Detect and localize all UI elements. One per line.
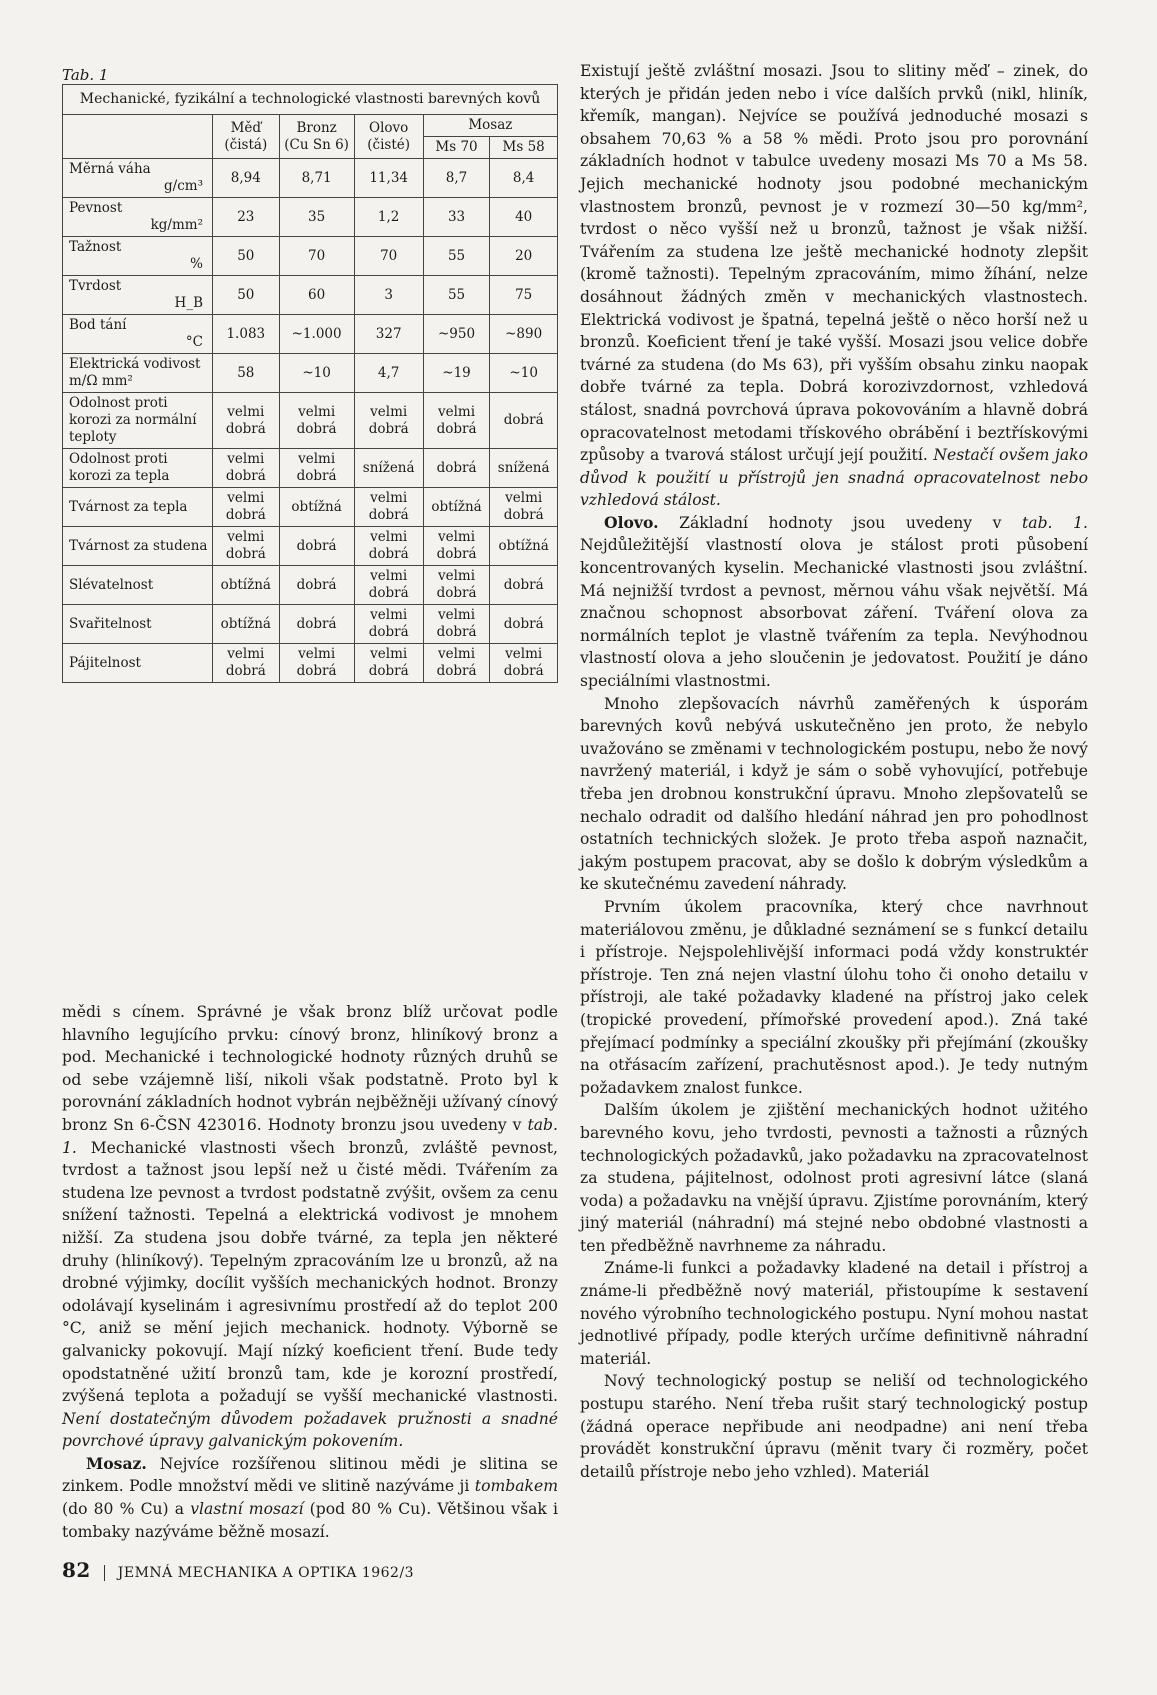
value-cell: 11,34 (354, 159, 423, 198)
value-cell: snížená (490, 449, 558, 488)
table-row (63, 198, 558, 237)
property-cell (63, 488, 213, 527)
property-cell (63, 566, 213, 605)
value-cell: velmi dobrá (213, 393, 280, 449)
header-bronz: Bronz (Cu Sn 6) (279, 115, 354, 159)
property-cell (63, 644, 213, 683)
property-name: Odolnost proti korozi za tepla (69, 451, 170, 484)
mosaz-text-b: (do 80 % Cu) a (62, 1500, 185, 1519)
table-row (63, 449, 558, 488)
value-cell: 75 (490, 276, 558, 315)
property-name: Odolnost proti korozi za normální teploty (69, 395, 197, 445)
property-name: Měrná váha (69, 161, 151, 177)
header-mosaz: Mosaz (423, 115, 557, 137)
value-cell: 8,94 (213, 159, 280, 198)
header-ms58: Ms 58 (490, 137, 558, 159)
value-cell: obtížná (213, 605, 280, 644)
property-cell (63, 449, 213, 488)
value-cell: 50 (213, 237, 280, 276)
right-paragraph-1: Existují ještě zvláštní mosazi. Jsou to slitiny měď – zinek, do kterých je přidán jeden nebo i více dalších prvků (nikl, hliník, křemík, mangan). Nejvíce se používá jednoduché mosazi s obsahem 70,63 % a 58 % mědi. Proto jsou pro porovnání základních hodnot v tabulce uvedeny mosazi Ms 70 a Ms 58. Jejich mechanické hodnoty jsou podobné mechanickým vlastnostem bronzů, pevnost je v rozmezí 30—50 kg/mm², tvrdost o něco vyšší než u bronzů, tažnost je však nižší. Tvářením za studena lze ještě mechanické hodnoty zlepšit (kromě tažnosti). Tepelným zpracováním, mimo žíhání, nelze dosáhnout žádných změn v mechanických vlastnostech. Elektrická vodivost je špatná, tepelná ještě o něco horší než u bronzů. Koeficient tření je také vyšší. Mosazi jsou velice dobře tvárné za studena (do Ms 63), při vyšším obsahu zinku naopak dobře tvárné za tepla. Dobrá korozivzdornost, vzhledová stálost, snadná povrchová úprava pokovováním a hlavně dobrá opracovatelnost metodami třískového obrábění i beztřískovými způsoby a tvarová stálost určují její použití. (580, 62, 1088, 465)
value-cell: velmi dobrá (354, 527, 423, 566)
value-cell: velmi dobrá (213, 527, 280, 566)
property-name: Tvárnost za tepla (69, 498, 188, 515)
journal-name: JEMNÁ MECHANIKA A OPTIKA 1962/3 (117, 1565, 415, 1581)
right-paragraph-5: Dalším úkolem je zjištění mechanických hodnot užitého barevného kovu, jeho tvrdosti, pevnosti a tažnosti a různých technologických požadavků, jako požadavku na zpracovatelnost za studena, pájitelnost, odolnost proti agresivní látce (slaná voda) a požadavku na vnější úpravu. Zjistíme porovnáním, který jiný materiál (náhradní) má stejné nebo obdobné vlastnosti a ten předběžně navrhneme za náhradu. (580, 1101, 1088, 1255)
value-cell: 1.083 (213, 315, 280, 354)
property-unit: °C (185, 334, 203, 350)
value-cell: obtížná (279, 488, 354, 527)
value-cell: ~890 (490, 315, 558, 354)
value-cell: velmi dobrá (423, 605, 490, 644)
value-cell: 23 (213, 198, 280, 237)
tombak-term: tombakem (474, 1477, 558, 1496)
property-cell (63, 527, 213, 566)
value-cell: velmi dobrá (354, 393, 423, 449)
value-cell: 20 (490, 237, 558, 276)
value-cell: velmi dobrá (213, 488, 280, 527)
right-paragraph-6: Známe-li funkci a požadavky kladené na detail i přístroj a známe-li předběžně nový materiál, přistoupíme k sestavení nového výrobního technologického postupu. Nyní mohou nastat jednotlivé případy, podle kterých určíme definitivně náhradní materiál. (580, 1259, 1088, 1368)
value-cell: 50 (213, 276, 280, 315)
table-label: Tab. 1 (62, 66, 109, 84)
value-cell: dobrá (279, 605, 354, 644)
table-row (63, 237, 558, 276)
value-cell: velmi dobrá (423, 527, 490, 566)
value-cell: ~10 (279, 354, 354, 393)
table-row (63, 527, 558, 566)
footer-divider (104, 1565, 105, 1581)
right-paragraph-3: Mnoho zlepšovacích návrhů zaměřených k úsporám barevných kovů nebývá uskutečněno jen proto, že nebylo uvažováno se změnami v technologickém postupu, nebo že nový navržený materiál, i když je sám o sobě vyhovující, potřebuje třeba jen drobnou konstrukční úpravu. Mnoho zlepšovatelů se nechalo odradit od dalšího hledání náhrad jen pro pohodlnost ostatních technických složek. Je proto třeba aspoň naznačit, jakým postupem pracovat, aby se došlo k dobrým výsledkům a ke skutečnému zavedení náhrady. (580, 694, 1088, 894)
property-unit: kg/mm² (150, 217, 203, 233)
table-row (63, 605, 558, 644)
value-cell: 55 (423, 237, 490, 276)
value-cell: velmi dobrá (213, 644, 280, 683)
table-row (63, 566, 558, 605)
property-cell (63, 276, 213, 315)
table-row (63, 276, 558, 315)
left-italic-note: Není dostatečným důvodem požadavek pružnosti a snadné povrchové úpravy galvanickým pokovením. (62, 1409, 558, 1451)
table-row (63, 644, 558, 683)
value-cell: velmi dobrá (490, 488, 558, 527)
property-cell (63, 237, 213, 276)
olovo-heading: Olovo. (604, 512, 659, 532)
properties-table-wrapper (62, 84, 558, 683)
property-name: Slévatelnost (69, 576, 154, 593)
value-cell: dobrá (423, 449, 490, 488)
value-cell: dobrá (279, 566, 354, 605)
table-row (63, 488, 558, 527)
value-cell: velmi dobrá (213, 449, 280, 488)
value-cell: velmi dobrá (279, 393, 354, 449)
right-paragraph-7: Nový technologický postup se neliší od technologického postupu starého. Není třeba rušit starý technologický postup (žádná operace nepřibude ani neodpadne) ani není třeba provádět konstrukční úpravu (měnit tvary či rozměry, počet detailů přístroje nebo jeho vzhled). Materiál (580, 1372, 1088, 1481)
vlastni-mosaz-term: vlastní mosazí (190, 1500, 304, 1519)
value-cell: dobrá (490, 605, 558, 644)
value-cell: 55 (423, 276, 490, 315)
table-body (63, 159, 558, 683)
property-cell (63, 354, 213, 393)
property-cell (63, 393, 213, 449)
value-cell: snížená (354, 449, 423, 488)
value-cell: velmi dobrá (354, 488, 423, 527)
table-reference: tab. 1. (62, 1115, 558, 1157)
value-cell: 58 (213, 354, 280, 393)
mosaz-text-a: Nejvíce rozšířenou slitinou mědi je slitina se zinkem. Podle množství mědi ve slitině nazýváme ji (62, 1454, 558, 1496)
olovo-text-b: Nejdůležitější vlastností olova je stálost proti působení koncentrovaných kyselin. Mechanické vlastnosti jsou zvláštní. Má nejnižší tvrdost a pevnost, měrnou váhu však největší. Má značnou schopnost absorbovat záření. Tváření olova za normálních teplot je vlastně tvářením za tepla. Nevýhodnou vlastností olova a jeho sloučenin je jedovatost. Použití je dáno speciálními vlastnostmi. (580, 536, 1088, 691)
left-paragraph-1b: Mechanické vlastnosti všech bronzů, zvláště pevnost, tvrdost a tažnost jsou lepší než u čisté mědi. Tvářením za studena lze pevnost a tvrdost podstatně zvýšit, ovšem za cenu snížení tažnosti. Tepelná a elektrická vodivost je mnohem nižší. Za studena jsou dobře tvárné, za tepla jen některé druhy (hliníkový). Tepelným zpracováním lze u bronzů, až na drobné výjimky, docílit vyšších mechanických hodnot. Bronzy odolávají kyselinám i agresivnímu prostředí až do teplot 200 °C, aniž se mění jejich mechanick. hodnoty. Výborně se galvanicky pokovují. Mají nízký koeficient tření. Bude tedy opodstatněné užití bronzů tam, kde je korozní prostředí, zvýšená teplota a požadují se vyšší mechanické vlastnosti. (62, 1138, 558, 1406)
property-name: Bod tání (69, 317, 127, 333)
value-cell: velmi dobrá (490, 644, 558, 683)
property-cell (63, 315, 213, 354)
value-cell: 327 (354, 315, 423, 354)
value-cell: 8,71 (279, 159, 354, 198)
value-cell: 70 (354, 237, 423, 276)
property-cell (63, 198, 213, 237)
value-cell: obtížná (490, 527, 558, 566)
value-cell: 3 (354, 276, 423, 315)
table-row (63, 393, 558, 449)
property-name: Pájitelnost (69, 654, 141, 671)
page-number: 82 (62, 1558, 91, 1582)
value-cell: 4,7 (354, 354, 423, 393)
page-footer (62, 1558, 414, 1582)
property-name: Tvárnost za studena (69, 537, 208, 554)
value-cell: velmi dobrá (423, 644, 490, 683)
right-italic-note: Nestačí ovšem jako důvod k použití u přístrojů jen snadná opracovatelnost nebo vzhledová stálost. (580, 446, 1088, 510)
value-cell: ~10 (490, 354, 558, 393)
value-cell: velmi dobrá (279, 449, 354, 488)
properties-table (62, 84, 558, 683)
value-cell: obtížná (423, 488, 490, 527)
mosaz-text-c: (pod 80 % Cu). Většinou však i tombaky nazýváme běžně mosazí. (62, 1500, 559, 1541)
value-cell: dobrá (490, 566, 558, 605)
value-cell: velmi dobrá (279, 644, 354, 683)
value-cell: ~1.000 (279, 315, 354, 354)
olovo-text-a: Základní hodnoty jsou uvedeny v (679, 513, 1002, 532)
value-cell: velmi dobrá (423, 566, 490, 605)
header-olovo: Olovo (čisté) (354, 115, 423, 159)
value-cell: 8,4 (490, 159, 558, 198)
value-cell: 1,2 (354, 198, 423, 237)
left-text-column (62, 1001, 558, 1543)
header-med: Měď (čistá) (213, 115, 280, 159)
value-cell: velmi dobrá (354, 566, 423, 605)
table-row (63, 354, 558, 393)
value-cell: obtížná (213, 566, 280, 605)
table-row (63, 159, 558, 198)
value-cell: 8,7 (423, 159, 490, 198)
value-cell: velmi dobrá (423, 393, 490, 449)
value-cell: 35 (279, 198, 354, 237)
right-paragraph-4: Prvním úkolem pracovníka, který chce navrhnout materiálovou změnu, je důkladné seznámení se s funkcí detailu i přístroje. Nejspolehlivější informaci podá vždy konstruktér přístroje. Ten zná nejen vlastní úlohu toho či onoho detailu v přístroji, ale také požadavky kladené na přístroj jako celek (tropické provedení, přímořské provedení apod.). Zná také přejímací podmínky a speciální zkoušky při přejímání (zkoušky na otřásacím zařízení, prachutěsnost apod.). Je tedy nutným požadavkem znalost funkce. (580, 897, 1088, 1097)
value-cell: 33 (423, 198, 490, 237)
table-title: Mechanické, fyzikální a technologické vlastnosti barevných kovů (63, 85, 558, 115)
value-cell: dobrá (279, 527, 354, 566)
value-cell: ~950 (423, 315, 490, 354)
value-cell: 40 (490, 198, 558, 237)
table-row (63, 315, 558, 354)
header-empty (63, 115, 213, 159)
value-cell: velmi dobrá (354, 605, 423, 644)
property-cell (63, 159, 213, 198)
value-cell: 70 (279, 237, 354, 276)
property-unit: H_B (174, 295, 203, 311)
property-name: Pevnost (69, 200, 123, 216)
right-text-column (580, 60, 1088, 1483)
property-name: Svařitelnost (69, 615, 152, 632)
property-unit: g/cm³ (164, 178, 203, 194)
header-ms70: Ms 70 (423, 137, 490, 159)
property-name: Tvrdost (69, 278, 122, 294)
property-name: Elektrická vodivost m/Ω mm² (69, 356, 201, 389)
value-cell: 60 (279, 276, 354, 315)
mosaz-heading: Mosaz. (86, 1453, 147, 1473)
value-cell: velmi dobrá (354, 644, 423, 683)
property-cell (63, 605, 213, 644)
value-cell: dobrá (490, 393, 558, 449)
property-unit: % (190, 256, 203, 272)
olovo-table-reference: tab. 1. (1022, 513, 1088, 532)
property-name: Tažnost (69, 239, 122, 255)
left-paragraph-1: mědi s cínem. Správné je však bronz blíž určovat podle hlavního legujícího prvku: cínový bronz, hliníkový bronz a pod. Mechanické i technologické hodnoty různých druhů se od sebe vzájemně liší, nikoli však podstatně. Proto byl k porovnání základních hodnot vybrán nejběžněji užívaný cínový bronz Sn 6-ČSN 423016. Hodnoty bronzu jsou uvedeny v (62, 1003, 558, 1134)
value-cell: ~19 (423, 354, 490, 393)
